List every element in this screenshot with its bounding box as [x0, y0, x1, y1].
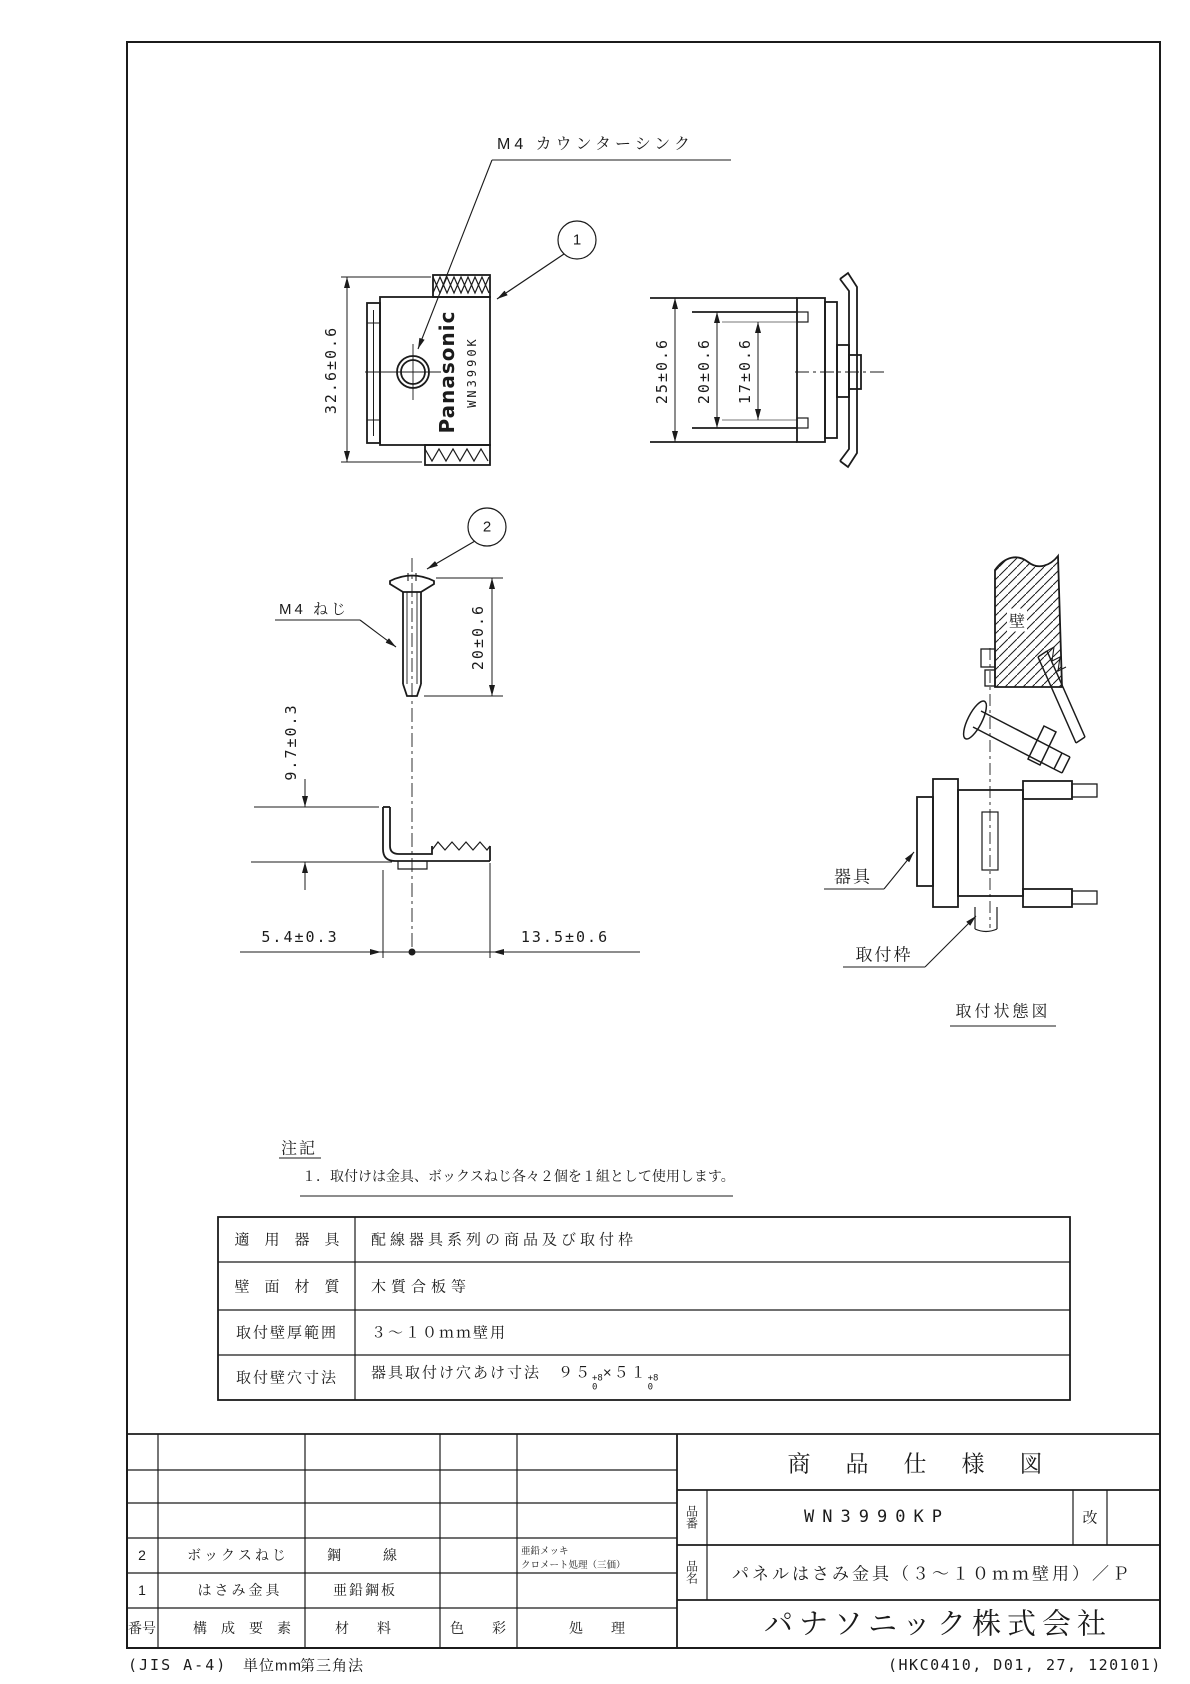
screw-label-leader	[275, 620, 396, 647]
dim-side-mid: 20±0.6	[695, 337, 713, 405]
parts-row-treatment-line1: 亜鉛メッキ	[521, 1546, 569, 1557]
spec-row-label: 取付壁厚範囲	[235, 1324, 339, 1342]
dim-bracket-height: 9.7±0.3	[282, 703, 300, 781]
part-model-text: WN3990K	[465, 336, 479, 408]
parts-header-color: 色 彩	[450, 1620, 506, 1636]
hole-dim-prefix: 器具取付け穴あけ寸法 ９５	[371, 1364, 593, 1382]
part-name-value: パネルはさみ金具（３～１０ｍｍ壁用）／Ｐ	[732, 1564, 1132, 1584]
footer-unit: 単位mm	[243, 1657, 302, 1675]
parts-row-component: はさみ金具	[197, 1582, 283, 1598]
wall-label: 壁	[1007, 609, 1027, 632]
parts-row-material: 亜鉛鋼板	[333, 1582, 397, 1598]
bracket-view	[383, 807, 490, 869]
footer-doc-code: (HKC0410, D01, 27, 120101)	[888, 1656, 1162, 1674]
spec-row-value: 木質合板等	[371, 1278, 472, 1296]
doc-title: 商 品 仕 様 図	[787, 1450, 1049, 1477]
footer-jis: (JIS A-4)	[128, 1656, 228, 1674]
parts-row-treatment-line2: クロメート処理（三価）	[521, 1560, 626, 1571]
balloon-1-number: 1	[572, 231, 582, 249]
spec-row-value: ３～１０ｍｍ壁用	[371, 1324, 508, 1342]
hole-dim-tolerance-2: +8 0	[647, 1373, 659, 1393]
sheet-frame	[127, 42, 1160, 1648]
parts-header-no: 番号	[128, 1620, 156, 1636]
revision-label: 改	[1082, 1509, 1098, 1527]
parts-header-component: 構 成 要 素	[193, 1620, 291, 1636]
countersink-label: M4 カウンターシンク	[497, 136, 694, 153]
dim-front-height: 32.6±0.6	[322, 325, 340, 415]
dim-screw-length: 20±0.6	[469, 603, 487, 671]
notes-line-1: １．取付けは金具、ボックスねじ各々２個を１組として使用します。	[302, 1168, 735, 1184]
part-no-label: 品番	[684, 1505, 699, 1529]
company-name: パナソニック株式会社	[764, 1608, 1112, 1641]
footer-projection: 第三角法	[300, 1657, 365, 1675]
screw-label: M4 ねじ	[279, 601, 350, 618]
screw-dim-lines	[424, 578, 503, 696]
dim-foot-right: 13.5±0.6	[520, 928, 610, 946]
parts-row-material: 鋼 線	[327, 1547, 397, 1563]
parts-row-component: ボックスねじ	[187, 1547, 289, 1563]
spec-hole-dimension	[371, 1362, 658, 1393]
parts-header-material: 材 料	[335, 1620, 391, 1636]
side-view	[650, 273, 884, 467]
parts-header-treatment: 処 理	[569, 1620, 625, 1636]
screw-view	[390, 558, 434, 958]
notes-heading: 注記	[281, 1140, 318, 1158]
parts-row-no: 2	[138, 1547, 146, 1563]
mount-frame-label: 取付枠	[855, 945, 913, 965]
mount-caption: 取付状態図	[955, 1003, 1051, 1021]
countersink-leader	[418, 160, 731, 349]
hole-dim-mid: ×５１	[602, 1364, 648, 1382]
spec-row-value: 配線器具系列の商品及び取付枠	[371, 1231, 638, 1249]
balloon-2-circle	[427, 508, 506, 569]
part-name-label: 品名	[684, 1560, 699, 1584]
hole-dim-tolerance-1: +8 0	[592, 1373, 603, 1393]
parts-row-no: 1	[138, 1582, 146, 1598]
spec-row-label: 壁 面 材 質	[234, 1278, 340, 1296]
part-no-value: WN3990KP	[804, 1507, 950, 1527]
dim-side-inner: 17±0.6	[736, 337, 754, 405]
panasonic-logo: Panasonic	[435, 310, 459, 434]
dim-side-outer: 25±0.6	[653, 337, 671, 405]
spec-row-label: 適 用 器 具	[234, 1231, 340, 1249]
dim-foot-left: 5.4±0.3	[261, 928, 339, 946]
balloon-2-number: 2	[482, 518, 492, 536]
device-label: 器具	[834, 867, 872, 887]
spec-row-label: 取付壁穴寸法	[235, 1369, 339, 1387]
